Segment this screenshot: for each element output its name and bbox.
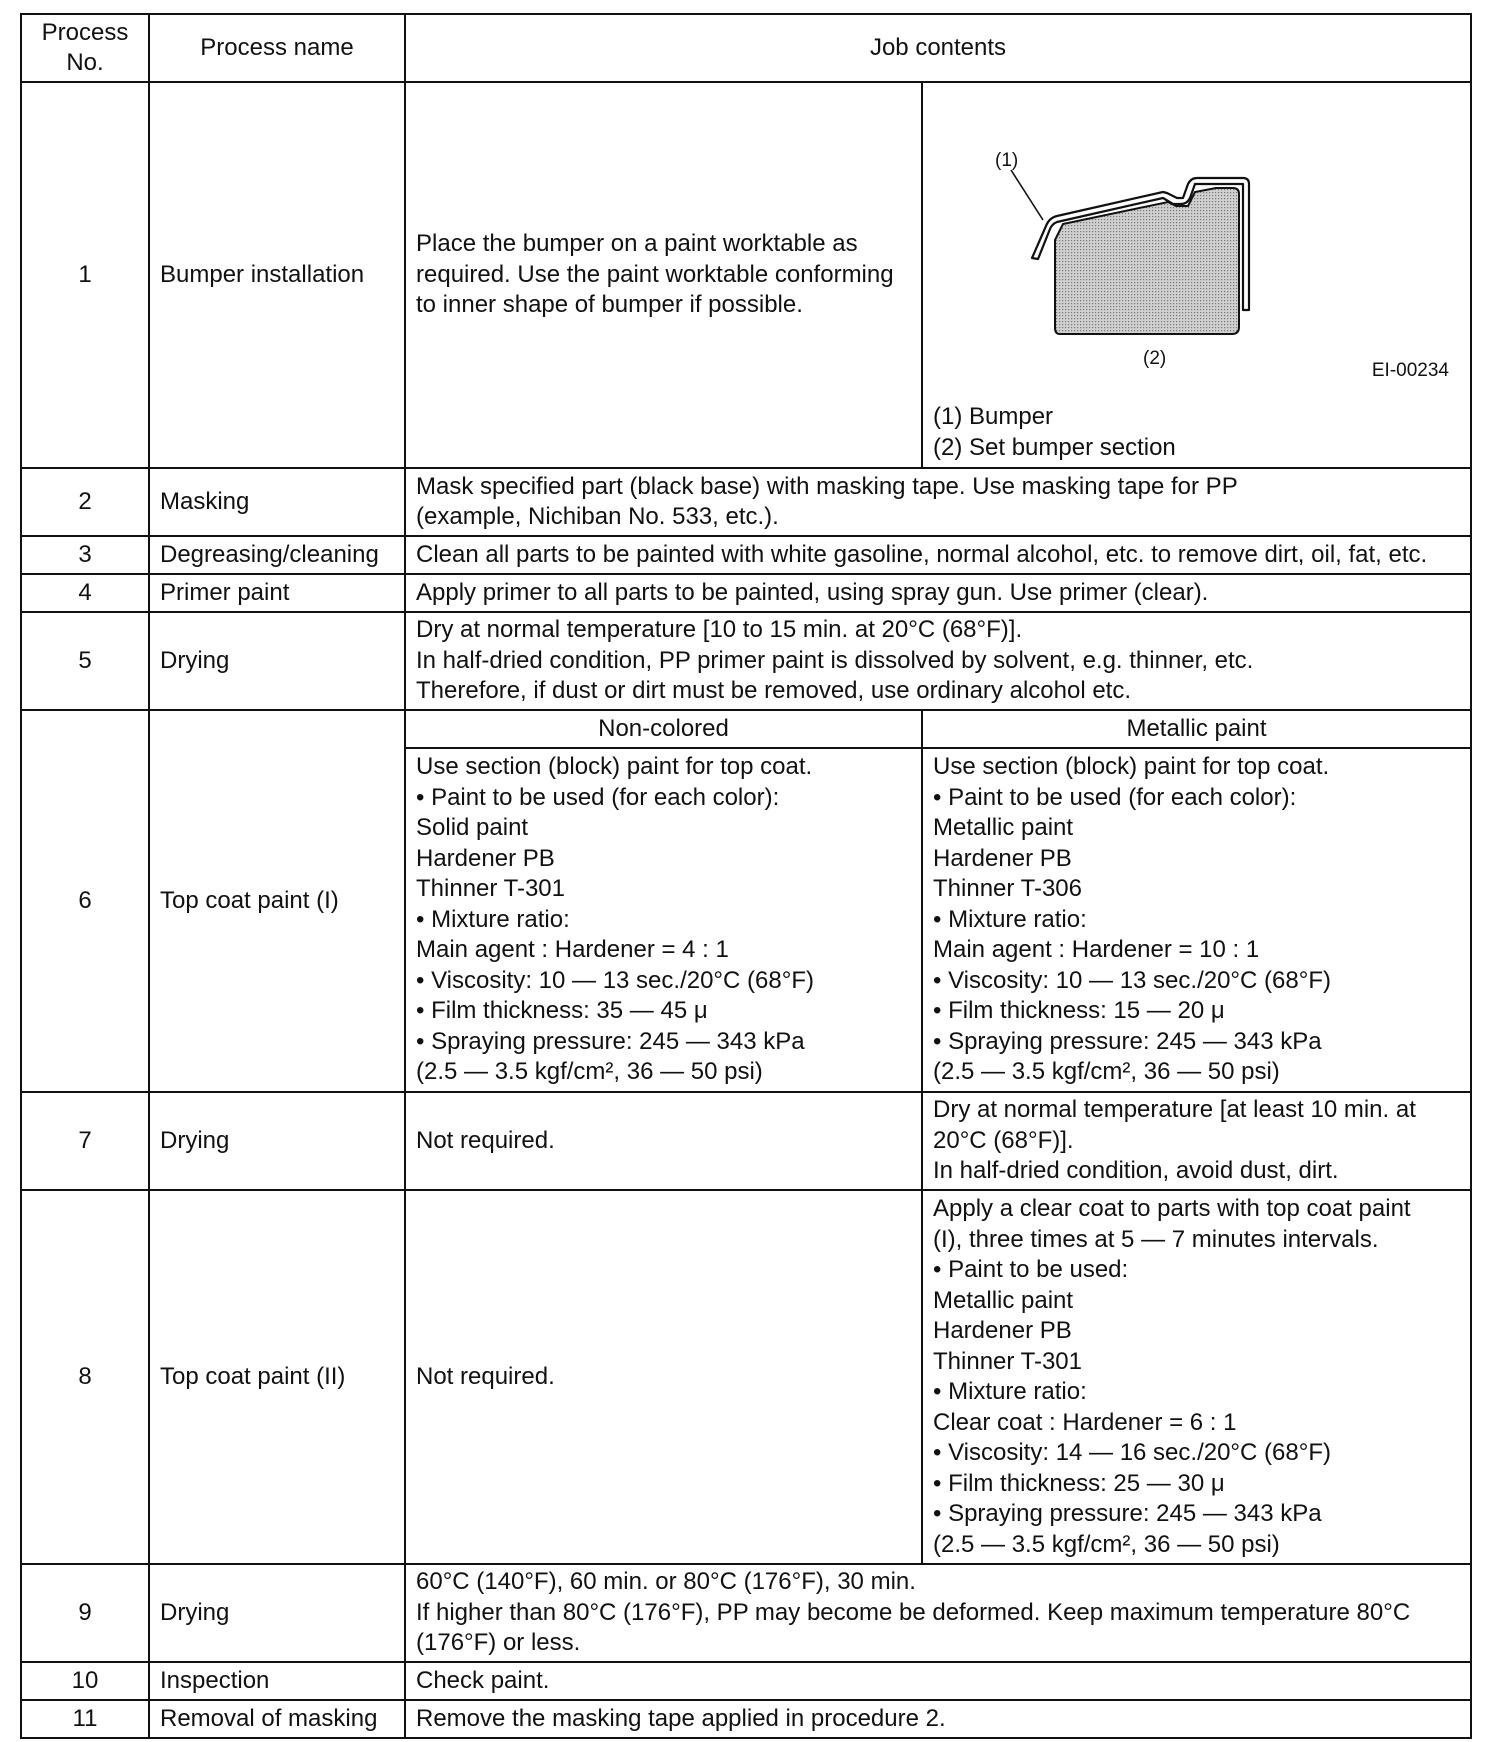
process-name: Inspection [149, 1662, 405, 1700]
process-name: Degreasing/cleaning [149, 536, 405, 574]
process-name: Masking [149, 468, 405, 536]
table-row [21, 1564, 1471, 1662]
process-no: 2 [21, 468, 149, 536]
figure-caption: (1) Bumper (2) Set bumper section [933, 403, 1176, 461]
process-no: 1 [21, 82, 149, 468]
job-contents: Clean all parts to be painted with white gasoline, normal alcohol, etc. to remove dirt, oil, fat, etc. [405, 536, 1471, 574]
non-colored-contents: Not required. [405, 1190, 922, 1564]
job-contents: Apply primer to all parts to be painted, using spray gun. Use primer (clear). [405, 574, 1471, 612]
job-contents: 60°C (140°F), 60 min. or 80°C (176°F), 30 min. If higher than 80°C (176°F), PP may become be deformed. Keep maximum temperature 80°C (176°F) or less. [405, 1564, 1471, 1662]
table-row [21, 612, 1471, 710]
table-row [21, 1700, 1471, 1738]
process-name: Drying [149, 612, 405, 710]
process-name: Bumper installation [149, 82, 405, 468]
process-no: 8 [21, 1190, 149, 1564]
process-name: Drying [149, 1564, 405, 1662]
process-no: 9 [21, 1564, 149, 1662]
table-row [21, 1190, 1471, 1564]
callout-2: (2) [1143, 348, 1167, 369]
bumper-figure-cell [922, 82, 1471, 468]
header-row [21, 14, 1471, 82]
table-row [21, 710, 1471, 748]
process-name: Removal of masking [149, 1700, 405, 1738]
non-colored-contents: Use section (block) paint for top coat. • Paint to be used (for each color): Solid paint Hardener PB Thinner T-301 • Mixture ratio: Main agent : Hardener = 4 : 1 • Viscosity: 10 — 13 sec./20°C (68°F) • Film thickness: 35 — 45 μ • Spraying pressure: 245 — 343 kPa (2.5 — 3.5 kgf/cm², 36 — 50 psi) [405, 748, 922, 1092]
figure-id: EI-00234 [1371, 360, 1449, 381]
metallic-contents: Use section (block) paint for top coat. • Paint to be used (for each color): Metallic paint Hardener PB Thinner T-306 • Mixture ratio: Main agent : Hardener = 10 : 1 • Viscosity: 10 — 13 sec./20°C (68°F) • Film thickness: 15 — 20 μ • Spraying pressure: 245 — 343 kPa (2.5 — 3.5 kgf/cm², 36 — 50 psi) [922, 748, 1471, 1092]
table-row [21, 468, 1471, 536]
process-table [20, 13, 1472, 1739]
process-no: 3 [21, 536, 149, 574]
non-colored-contents: Not required. [405, 1092, 922, 1190]
process-name: Top coat paint (I) [149, 710, 405, 1092]
bumper-section-diagram [933, 102, 1461, 402]
table-row [21, 1092, 1471, 1190]
job-contents: Mask specified part (black base) with masking tape. Use masking tape for PP (example, Nichiban No. 533, etc.). [405, 468, 1471, 536]
sub-header-metallic: Metallic paint [922, 710, 1471, 748]
leader-line-1 [1011, 170, 1043, 220]
process-no: 7 [21, 1092, 149, 1190]
job-contents: Remove the masking tape applied in procedure 2. [405, 1700, 1471, 1738]
metallic-contents: Dry at normal temperature [at least 10 min. at 20°C (68°F)]. In half-dried condition, avoid dust, dirt. [922, 1092, 1471, 1190]
process-no: 11 [21, 1700, 149, 1738]
process-name: Drying [149, 1092, 405, 1190]
metallic-contents: Apply a clear coat to parts with top coat paint (I), three times at 5 — 7 minutes intervals. • Paint to be used: Metallic paint Hardener PB Thinner T-301 • Mixture ratio: Clear coat : Hardener = 6 : 1 • Viscosity: 14 — 16 sec./20°C (68°F) • Film thickness: 25 — 30 μ • Spraying pressure: 245 — 343 kPa (2.5 — 3.5 kgf/cm², 36 — 50 psi) [922, 1190, 1471, 1564]
process-name: Primer paint [149, 574, 405, 612]
header-process-no: Process No. [21, 14, 149, 82]
process-name: Top coat paint (II) [149, 1190, 405, 1564]
table-row [21, 82, 1471, 468]
table-row [21, 536, 1471, 574]
table-row [21, 1662, 1471, 1700]
table-row [21, 574, 1471, 612]
header-process-name: Process name [149, 14, 405, 82]
callout-1: (1) [995, 150, 1019, 171]
header-job-contents: Job contents [405, 14, 1471, 82]
job-contents: Check paint. [405, 1662, 1471, 1700]
sub-header-non-colored: Non-colored [405, 710, 922, 748]
process-no: 6 [21, 710, 149, 1092]
process-no: 10 [21, 1662, 149, 1700]
job-contents: Dry at normal temperature [10 to 15 min. at 20°C (68°F)]. In half-dried condition, PP primer paint is dissolved by solvent, e.g. thinner, etc. Therefore, if dust or dirt must be removed, use ordinary alcohol etc. [405, 612, 1471, 710]
process-no: 5 [21, 612, 149, 710]
process-no: 4 [21, 574, 149, 612]
job-contents: Place the bumper on a paint worktable as required. Use the paint worktable conforming to inner shape of bumper if possible. [405, 82, 922, 468]
